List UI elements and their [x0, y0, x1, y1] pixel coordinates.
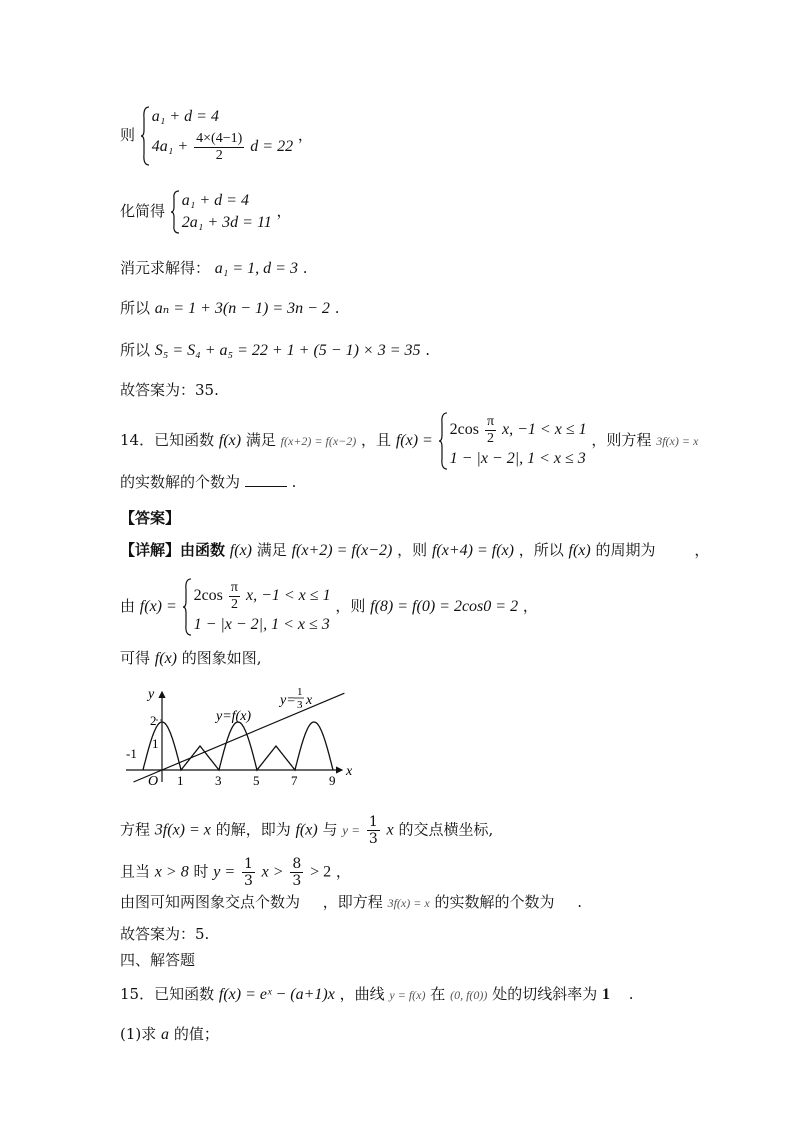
text: ，则	[397, 541, 428, 559]
fraction-numerator: π	[230, 579, 238, 595]
piecewise-definition	[438, 412, 587, 470]
f-curve	[143, 722, 333, 770]
text: 由图可知两图象交点个数为	[120, 893, 301, 911]
answer-line: 故答案为：5.	[120, 925, 210, 943]
origin-label: O	[148, 774, 159, 786]
math-expression: f(8) = f(0) = 2cos0 = 2	[370, 598, 519, 615]
text: 的解，即为	[215, 820, 291, 839]
text: ，则方程	[591, 431, 652, 449]
equation-row: a₁ + d = 4	[181, 192, 249, 209]
math-expression: x > 8	[154, 863, 189, 881]
equation-system	[140, 106, 293, 166]
equation-row	[152, 128, 293, 166]
text-line	[120, 258, 308, 279]
x-axis-label: x	[346, 764, 353, 779]
math-expression: S₅ = S₄ + a₅ = 22 + 1 + (5 − 1) × 3 = 35	[154, 342, 421, 359]
fraction-denominator: 3	[368, 831, 378, 847]
math-expression: aₙ = 1 + 3(n − 1) = 3n − 2	[154, 300, 330, 317]
punctuation: ，	[276, 202, 292, 220]
fraction	[290, 856, 303, 889]
text: 所以	[120, 341, 151, 359]
equation-row: 2a₁ + 3d = 11	[181, 214, 272, 231]
fraction	[194, 131, 244, 164]
math-term: x >	[261, 863, 284, 881]
text: 的周期为	[595, 541, 656, 559]
answer-line: 故答案为：35.	[120, 381, 219, 399]
line-label-den: 3	[297, 699, 303, 711]
line-label-var: x	[306, 693, 313, 708]
line-label-num: 1	[297, 686, 303, 698]
question-14-line2	[120, 472, 296, 492]
equation-system-line	[120, 106, 313, 166]
piecewise-case: 1 − |x − 2|, 1 < x ≤ 3	[193, 616, 330, 633]
punctuation: ，	[297, 126, 313, 144]
math-term: y =	[342, 822, 361, 838]
math-var: a	[161, 1026, 170, 1043]
text-prefix: 则	[120, 126, 136, 144]
equation-term: d = 22	[250, 138, 294, 155]
equation-term: 4a₁ +	[151, 138, 189, 155]
punctuation: .	[577, 893, 583, 911]
question-15-part1	[120, 1024, 219, 1045]
math-expression: 3f(x) = x	[154, 821, 211, 839]
math-expression: f(x) =	[395, 432, 433, 449]
equation-system-line	[120, 190, 292, 234]
function-graph	[124, 686, 364, 786]
left-brace-icon	[170, 190, 180, 234]
fraction	[485, 414, 496, 447]
text: 处的切线斜率为	[492, 985, 598, 1003]
punctuation: .	[334, 299, 340, 317]
x-tick-label: 1	[177, 773, 184, 786]
math-term: 2cos	[193, 587, 223, 604]
fraction-denominator: 3	[292, 873, 302, 889]
text: 的交点横坐标,	[398, 820, 494, 839]
math-value: 1	[601, 986, 610, 1003]
text: 满足	[256, 541, 287, 559]
x-tick-label: -1	[126, 746, 137, 761]
piecewise-case	[194, 578, 331, 614]
punctuation: .	[425, 341, 431, 359]
punctuation: ，	[522, 597, 538, 615]
left-brace-icon	[140, 106, 150, 166]
math-expression: y = f(x)	[389, 988, 426, 1002]
text: ，且	[361, 431, 392, 449]
left-brace-icon	[182, 578, 192, 636]
piecewise-case	[450, 412, 587, 448]
text: 与	[322, 820, 338, 839]
text: 由	[120, 597, 136, 615]
fraction-numerator: 1	[368, 814, 378, 830]
text: 满足	[245, 431, 276, 449]
text: 且当	[120, 862, 151, 881]
punctuation: ，	[694, 541, 710, 559]
math-expression: 3f(x) = x	[387, 896, 430, 910]
math-expression: f(x)	[568, 542, 591, 559]
math-expression: f(x+2) = f(x−2)	[291, 542, 393, 559]
y-axis-label: y	[148, 687, 155, 702]
punctuation: .	[628, 985, 634, 1003]
text: 所以	[120, 299, 151, 317]
punctuation: .	[302, 259, 308, 277]
punctuation: ，	[335, 862, 351, 881]
math-expression: f(x)	[295, 821, 318, 839]
x-tick-label: 3	[215, 773, 222, 786]
after-line3	[120, 892, 582, 913]
fraction	[367, 814, 380, 847]
text: 在	[430, 985, 446, 1003]
math-expression: a₁ = 1, d = 3	[214, 260, 298, 277]
text: (1)求	[120, 1025, 157, 1043]
text: 的值；	[173, 1025, 219, 1043]
fraction-numerator: 1	[243, 856, 253, 872]
math-term: > 2	[310, 863, 332, 881]
graph-intro	[120, 648, 262, 669]
text-line	[120, 340, 430, 361]
detail-line2	[120, 578, 538, 636]
math-expression: f(x)	[218, 432, 242, 449]
text: 方程	[120, 820, 151, 839]
section-heading: 四、解答题	[120, 951, 196, 969]
text: 的实数解的个数为	[434, 893, 555, 911]
y-tick-label: 2	[150, 713, 157, 728]
math-expression: f(x) = eˣ − (a+1)x	[218, 986, 335, 1003]
text: ，即方程	[322, 893, 383, 911]
text: ，所以	[518, 541, 564, 559]
piecewise-definition	[182, 578, 331, 636]
math-expression: f(x+2) = f(x−2)	[280, 434, 357, 448]
text: 时	[193, 862, 209, 881]
line-label	[278, 686, 313, 711]
question-14	[120, 412, 698, 470]
x-tick-label: 9	[329, 773, 336, 786]
question-15	[120, 984, 634, 1005]
math-term: 2cos	[449, 421, 479, 438]
line-y-x-over-3	[134, 693, 345, 782]
fraction-numerator: 8	[292, 856, 302, 872]
math-term: x, −1 < x ≤ 1	[245, 587, 331, 604]
math-expression: f(x)	[229, 542, 252, 559]
after-line2	[120, 856, 351, 889]
equation-system	[170, 190, 272, 234]
math-expression: f(x) =	[139, 598, 177, 615]
fraction	[242, 856, 255, 889]
text: 消元求解得：	[120, 259, 211, 277]
question-number: 15．已知函数	[120, 985, 215, 1003]
equation-row: a₁ + d = 4	[151, 108, 219, 125]
math-term: x, −1 < x ≤ 1	[502, 421, 587, 438]
math-term: y =	[213, 863, 236, 881]
fraction-denominator: 3	[243, 873, 253, 889]
math-expression: 3f(x) = x	[656, 434, 699, 448]
fraction-denominator: 2	[486, 430, 494, 446]
detail-label: 【详解】由函数	[120, 541, 226, 559]
x-tick-label: 5	[253, 773, 260, 786]
answer-label: 【答案】	[120, 509, 181, 527]
text: ，则	[335, 597, 366, 615]
answer-blank	[245, 472, 287, 487]
fraction-numerator: 4×(4−1)	[196, 130, 243, 146]
text: 的图象如图,	[181, 649, 262, 667]
piecewise-case: 1 − |x − 2|, 1 < x ≤ 3	[449, 450, 586, 467]
text-line	[120, 298, 339, 319]
text-prefix: 化简得	[120, 202, 166, 220]
line-label-prefix: y=	[280, 693, 296, 708]
after-line1	[120, 814, 493, 847]
x-tick-label: 7	[291, 773, 298, 786]
math-expression: (0, f(0))	[450, 988, 488, 1002]
text: ，曲线	[339, 985, 385, 1003]
math-term: x	[386, 821, 394, 839]
fraction-denominator: 2	[215, 147, 223, 163]
text: 可得	[120, 649, 151, 667]
text: 的实数解的个数为	[120, 473, 241, 491]
math-expression: f(x+4) = f(x)	[431, 542, 514, 559]
left-brace-icon	[438, 412, 448, 470]
curve-label: y=f(x)	[216, 709, 252, 724]
math-expression: f(x)	[154, 650, 177, 667]
fraction-denominator: 2	[230, 596, 238, 612]
detail-line1	[120, 540, 709, 561]
fraction	[229, 580, 240, 613]
punctuation: .	[291, 473, 297, 491]
question-number: 14．已知函数	[120, 431, 215, 449]
y-tick-label: 1	[152, 736, 159, 751]
fraction-numerator: π	[486, 413, 495, 429]
